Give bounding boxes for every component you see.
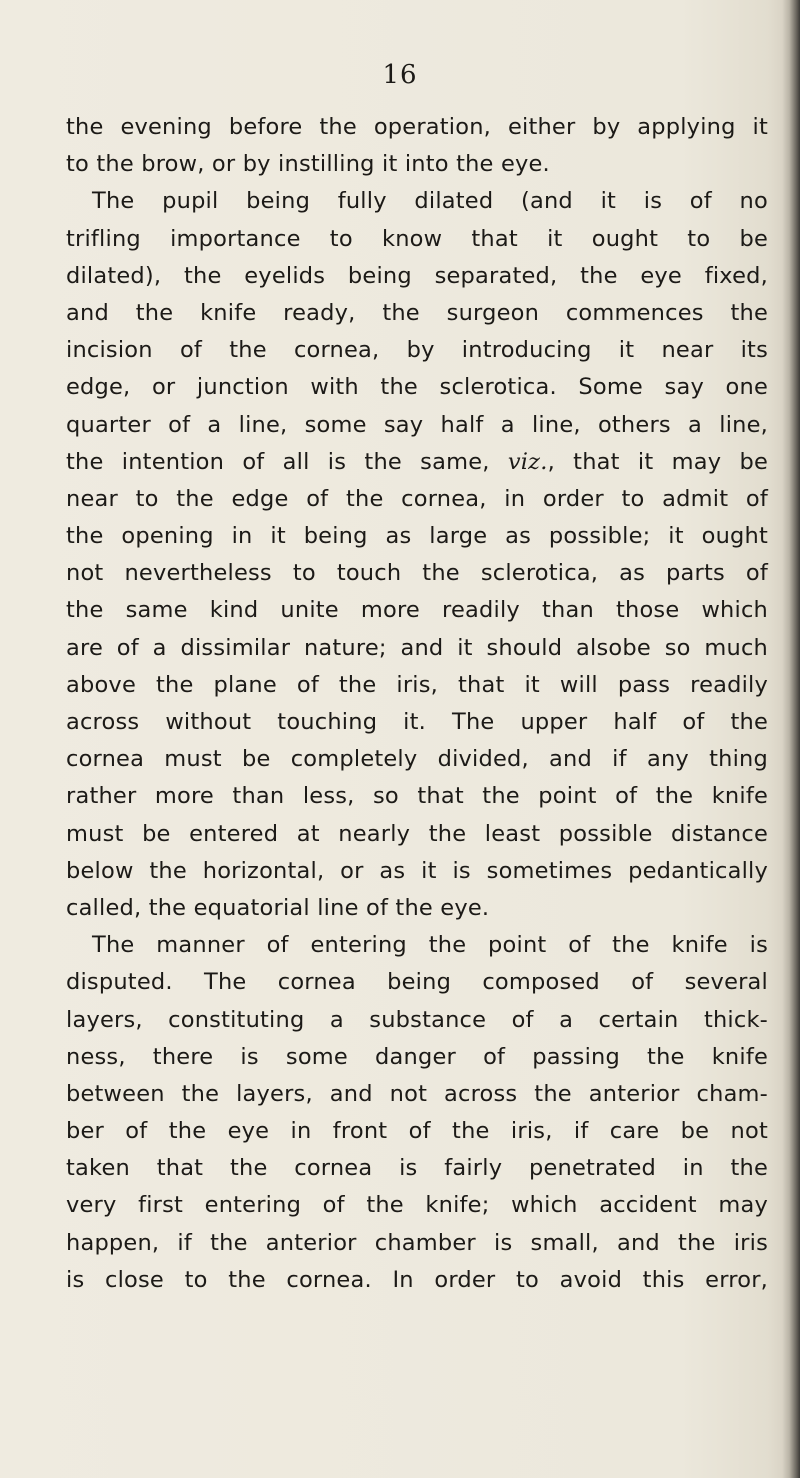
text-line: to the brow, or by instilling it into the eye. (66, 151, 550, 178)
text-line: the intention of all is the same, viz., that it may be (66, 448, 769, 475)
text-line: is close to the cornea. In order to avoid this error, (66, 1266, 768, 1293)
text-line: happen, if the anterior chamber is small, and the iris (66, 1229, 768, 1256)
text-line: near to the edge of the cornea, in order to admit of (66, 485, 768, 512)
page-number: 16 (382, 60, 418, 90)
text-line: incision of the cornea, by introducing it near its (66, 337, 768, 364)
text-line: below the horizontal, or as it is sometimes pedantically (66, 857, 768, 884)
text-line: The manner of entering the point of the knife is (92, 932, 768, 959)
text-line: disputed. The cornea being composed of several (66, 969, 768, 996)
text-line: ber of the eye in front of the iris, if care be not (66, 1118, 768, 1145)
text-line: rather more than less, so that the point of the knife (66, 783, 768, 810)
text-line: layers, constituting a substance of a certain thick- (66, 1006, 768, 1033)
text-line: dilated), the eyelids being separated, the eye fixed, (66, 262, 768, 289)
text-line: not nevertheless to touch the sclerotica, as parts of (66, 560, 768, 587)
text-line: taken that the cornea is fairly penetrated in the (66, 1155, 768, 1182)
text-line: The pupil being fully dilated (and it is of no (92, 188, 768, 215)
text-line: edge, or junction with the sclerotica. Some say one (66, 374, 768, 401)
text-line: ness, there is some danger of passing the knife (66, 1043, 768, 1070)
text-line: the same kind unite more readily than those which (66, 597, 768, 624)
page-edge-shadow (782, 0, 800, 1478)
text-line: above the plane of the iris, that it will pass readily (66, 671, 768, 698)
text-line: trifling importance to know that it ought to be (66, 225, 768, 252)
text-line: and the knife ready, the surgeon commences the (66, 299, 768, 326)
text-line: between the layers, and not across the anterior cham- (66, 1080, 768, 1107)
text-line: very first entering of the knife; which accident may (66, 1192, 768, 1219)
body-text (66, 109, 768, 1299)
text-line: across without touching it. The upper half of the (66, 709, 768, 735)
text-line: cornea must be completely divided, and if any thing (66, 746, 768, 773)
text-line: called, the equatorial line of the eye. (66, 894, 490, 921)
text-line: must be entered at nearly the least possible distance (66, 820, 768, 847)
text-line: quarter of a line, some say half a line, others a line, (66, 411, 768, 438)
text-line: are of a dissimilar nature; and it should alsobe so much (66, 634, 768, 661)
italic-term: viz. (507, 448, 548, 475)
text-line: the evening before the operation, either by applying it (66, 114, 768, 140)
text-line: the opening in it being as large as possible; it ought (66, 523, 768, 550)
